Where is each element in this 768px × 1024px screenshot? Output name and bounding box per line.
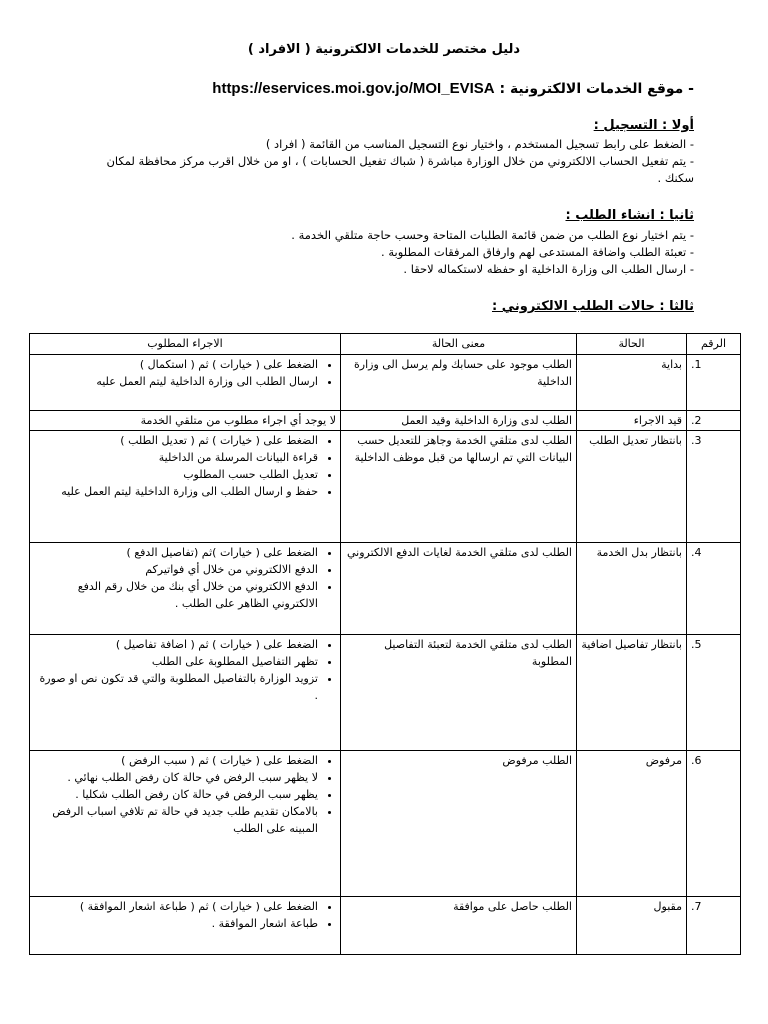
procedure-step: • يظهر سبب الرفض في حالة كان رفض الطلب شكليا . xyxy=(34,786,318,803)
row-meaning: الطلب لدى وزارة الداخلية وقيد العمل xyxy=(341,411,577,431)
procedure-step: • قراءة البيانات المرسلة من الداخلية xyxy=(34,449,318,466)
row-num: 2. xyxy=(687,411,741,431)
header-procedure: الاجراء المطلوب xyxy=(30,334,341,355)
procedure-step: • بالامكان تقديم طلب جديد في حالة تم تلافي اسباب الرفض المبينه على الطلب xyxy=(34,803,318,837)
procedure-step: • الضغط على ( خيارات ) ثم ( استكمال ) xyxy=(34,356,318,373)
header-state: الحالة xyxy=(577,334,687,355)
table-row xyxy=(30,431,741,543)
row-meaning: الطلب لدى متلقي الخدمة لغايات الدفع الالكتروني xyxy=(341,543,577,635)
procedure-step: • لا يظهر سبب الرفض في حالة كان رفض الطلب نهائي . xyxy=(34,769,318,786)
row-num: 1. xyxy=(687,355,741,411)
row-meaning: الطلب لدى متلقي الخدمة وجاهز للتعديل حسب البيانات التي تم ارسالها من قبل موظف الداخلية xyxy=(341,431,577,543)
row-state: مقبول xyxy=(577,897,687,955)
header-meaning: معنى الحالة xyxy=(341,334,577,355)
table-row xyxy=(30,635,741,751)
header-num: الرقم xyxy=(687,334,741,355)
procedure-step: • طباعة اشعار الموافقة . xyxy=(34,915,318,932)
site-url[interactable]: https://eservices.moi.gov.jo/MOI_EVISA xyxy=(212,80,495,97)
registration-line: - يتم تفعيل الحساب الالكتروني من خلال الوزارة مباشرة ( شباك تفعيل الحسابات ) ، او من خلال اقرب مركز محافظة لمكان سكنك . xyxy=(106,154,694,185)
procedure-step: • ارسال الطلب الى وزارة الداخلية ليتم العمل عليه xyxy=(34,373,318,390)
table-row xyxy=(30,411,741,431)
row-num: 3. xyxy=(687,431,741,543)
site-label: - موقع الخدمات الالكترونية : xyxy=(499,81,694,97)
create-request-line: - ارسال الطلب الى وزارة الداخلية او حفظه لاستكماله لاحقا . xyxy=(403,262,694,276)
row-procedure xyxy=(30,543,341,635)
row-meaning: الطلب لدى متلقي الخدمة لتعبئة التفاصيل المطلوبة xyxy=(341,635,577,751)
row-meaning: الطلب مرفوض xyxy=(341,751,577,897)
row-state: بانتظار بدل الخدمة xyxy=(577,543,687,635)
procedure-step: • تعديل الطلب حسب المطلوب xyxy=(34,466,318,483)
row-num: 6. xyxy=(687,751,741,897)
procedure-step: • تظهر التفاصيل المطلوبة على الطلب xyxy=(34,653,318,670)
row-state: بانتظار تفاصيل اضافية xyxy=(577,635,687,751)
row-state: بداية xyxy=(577,355,687,411)
procedure-step: • الدفع الالكتروني من خلال أي بنك من خلال رقم الدفع الالكتروني الظاهر على الطلب . xyxy=(34,578,318,612)
section-heading-request-statuses: ثالثا : حالات الطلب الالكتروني : xyxy=(491,299,694,314)
row-meaning: الطلب حاصل على موافقة xyxy=(341,897,577,955)
section-heading-registration: أولا : التسجيل : xyxy=(593,118,694,133)
table-row xyxy=(30,751,741,897)
create-request-line: - تعبئة الطلب واضافة المستدعى لهم وارفاق المرفقات المطلوبة . xyxy=(381,245,694,259)
procedure-step: • الدفع الالكتروني من خلال أي فواتيركم xyxy=(34,561,318,578)
procedure-step: • حفظ و ارسال الطلب الى وزارة الداخلية ليتم العمل عليه xyxy=(34,483,318,500)
create-request-line: - يتم اختيار نوع الطلب من ضمن قائمة الطلبات المتاحة وحسب حاجة متلقي الخدمة . xyxy=(291,228,694,242)
table-row xyxy=(30,543,741,635)
row-num: 7. xyxy=(687,897,741,955)
procedure-step: • الضغط على ( خيارات ) ثم ( طباعة اشعار الموافقة ) xyxy=(34,898,318,915)
procedure-step: • تزويد الوزارة بالتفاصيل المطلوبة والتي قد تكون نص او صورة . xyxy=(34,670,318,704)
row-num: 4. xyxy=(687,543,741,635)
registration-line: - الضغط على رابط تسجيل المستخدم ، واختيار نوع التسجيل المناسب من القائمة ( افراد ) xyxy=(265,137,694,151)
row-procedure xyxy=(30,431,341,543)
row-state: قيد الاجراء xyxy=(577,411,687,431)
table-header-row xyxy=(30,334,741,355)
row-meaning: الطلب موجود على حسابك ولم يرسل الى وزارة الداخلية xyxy=(341,355,577,411)
table-row xyxy=(30,355,741,411)
procedure-step: • الضغط على ( خيارات ) ثم ( تعديل الطلب ) xyxy=(34,432,318,449)
procedure-step: • الضغط على ( خيارات )ثم (تفاصيل الدفع ) xyxy=(34,544,318,561)
procedure-step: • الضغط على ( خيارات ) ثم ( سبب الرفض ) xyxy=(34,752,318,769)
request-status-table xyxy=(29,333,741,955)
create-request-paragraph xyxy=(74,227,694,278)
eservices-site-line xyxy=(74,80,694,97)
procedure-step: • الضغط على ( خيارات ) ثم ( اضافة تفاصيل ) xyxy=(34,636,318,653)
section-heading-create-request: ثانيا : انشاء الطلب : xyxy=(565,208,694,223)
row-procedure xyxy=(30,897,341,955)
row-procedure xyxy=(30,355,341,411)
registration-paragraph xyxy=(74,136,694,187)
row-state: بانتظار تعديل الطلب xyxy=(577,431,687,543)
row-procedure xyxy=(30,751,341,897)
row-procedure xyxy=(30,635,341,751)
row-num: 5. xyxy=(687,635,741,751)
row-state: مرفوض xyxy=(577,751,687,897)
table-row xyxy=(30,897,741,955)
row-procedure: لا يوجد أي اجراء مطلوب من متلقي الخدمة xyxy=(30,411,341,431)
document-title: دليل مختصر للخدمات الالكترونية ( الافراد ) xyxy=(247,42,521,57)
